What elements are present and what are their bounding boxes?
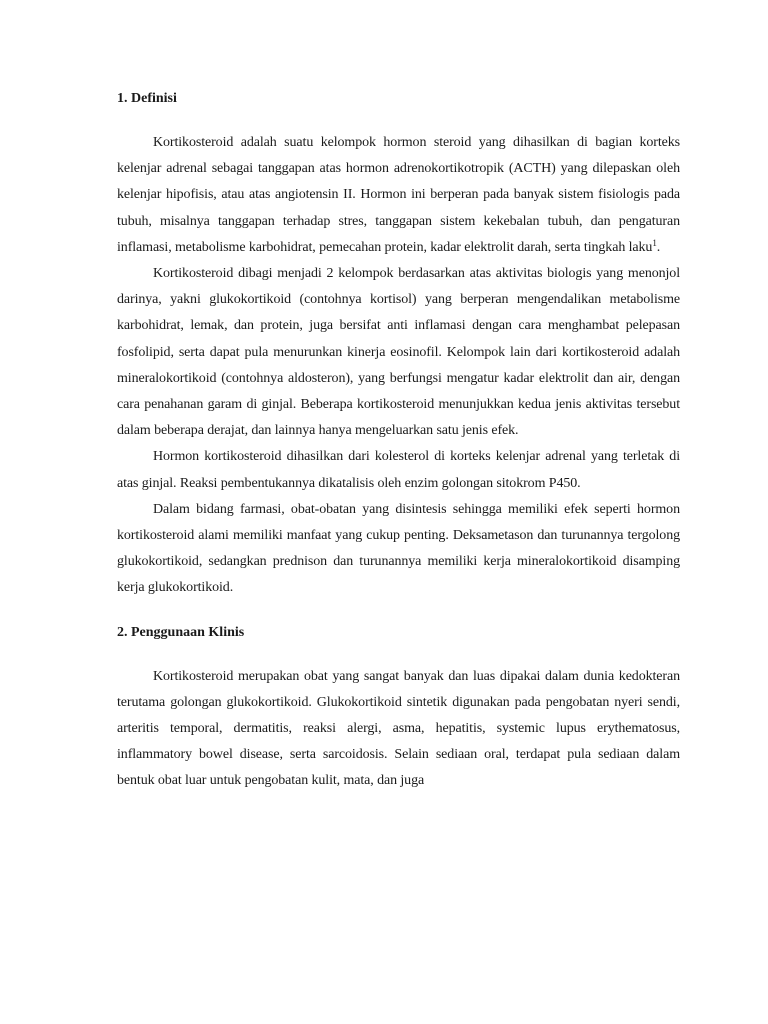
- footnote-reference: 1: [652, 237, 657, 248]
- section-heading-definisi: [117, 86, 680, 112]
- paragraph: Kortikosteroid merupakan obat yang sangat banyak dan luas dipakai dalam dunia kedokteran terutama golongan glukokortikoid. Glukokortikoid sintetik digunakan pada pengobatan nyeri sendi, arteritis temporal, dermatitis, reaksi alergi, asma, hepatitis, systemic lupus erythematosus, inflammatory bowel disease, serta sarcoidosis. Selain sediaan oral, terdapat pula sediaan dalam bentuk obat luar untuk pengobatan kulit, mata, dan juga: [117, 668, 680, 789]
- paragraph: Kortikosteroid dibagi menjadi 2 kelompok berdasarkan atas aktivitas biologis yang menonjol darinya, yakni glukokortikoid (contohnya kortisol) yang berperan mengendalikan metabolisme karbohidrat, lemak, dan protein, juga bersifat anti inflamasi dengan cara menghambat pelepasan fosfolipid, serta dapat pula menurunkan kinerja eosinofil. Kelompok lain dari kortikosteroid adalah mineralokortikoid (contohnya aldosteron), yang berfungsi mengatur kadar elektrolit dan air, dengan cara penahanan garam di ginjal. Beberapa kortikosteroid menunjukkan kedua jenis aktivitas tersebut dalam beberapa derajat, dan lainnya hanya mengeluarkan satu jenis efek.: [117, 266, 680, 439]
- paragraph: Hormon kortikosteroid dihasilkan dari kolesterol di korteks kelenjar adrenal yang terletak di atas ginjal. Reaksi pembentukannya dikatalisis oleh enzim golongan sitokrom P450.: [117, 449, 680, 491]
- paragraph: [117, 130, 680, 261]
- section-title: Definisi: [131, 91, 177, 106]
- section-body: [117, 130, 680, 602]
- section-number: 2.: [117, 624, 128, 640]
- section-heading-penggunaan-klinis: [117, 620, 680, 646]
- section-number: 1.: [117, 91, 128, 106]
- section-penggunaan-klinis: [117, 620, 680, 795]
- section-body: [117, 664, 680, 795]
- paragraph-end-punctuation: .: [656, 239, 661, 255]
- paragraph-text: Kortikosteroid adalah suatu kelompok hormon steroid yang dihasilkan di bagian korteks kelenjar adrenal sebagai tanggapan atas hormon adrenokortikotropik (ACTH) yang dilepaskan oleh kelenjar hipofisis, atau atas angiotensin II. Hormon ini berperan pada banyak sistem fisiologis pada tubuh, misalnya tanggapan terhadap stres, tanggapan sistem kekebalan tubuh, dan pengaturan inflamasi, metabolisme karbohidrat, pemecahan protein, kadar elektrolit darah, serta tingkah laku: [117, 135, 680, 255]
- section-title: Penggunaan Klinis: [131, 624, 245, 640]
- paragraph: Dalam bidang farmasi, obat-obatan yang disintesis sehingga memiliki efek seperti hormon kortikosteroid alami memiliki manfaat yang cukup penting. Deksametason dan turunannya tergolong glukokortikoid, sedangkan prednison dan turunannya memiliki kerja mineralokortikoid disamping kerja glukokortikoid.: [117, 501, 680, 596]
- section-definisi: [117, 86, 680, 602]
